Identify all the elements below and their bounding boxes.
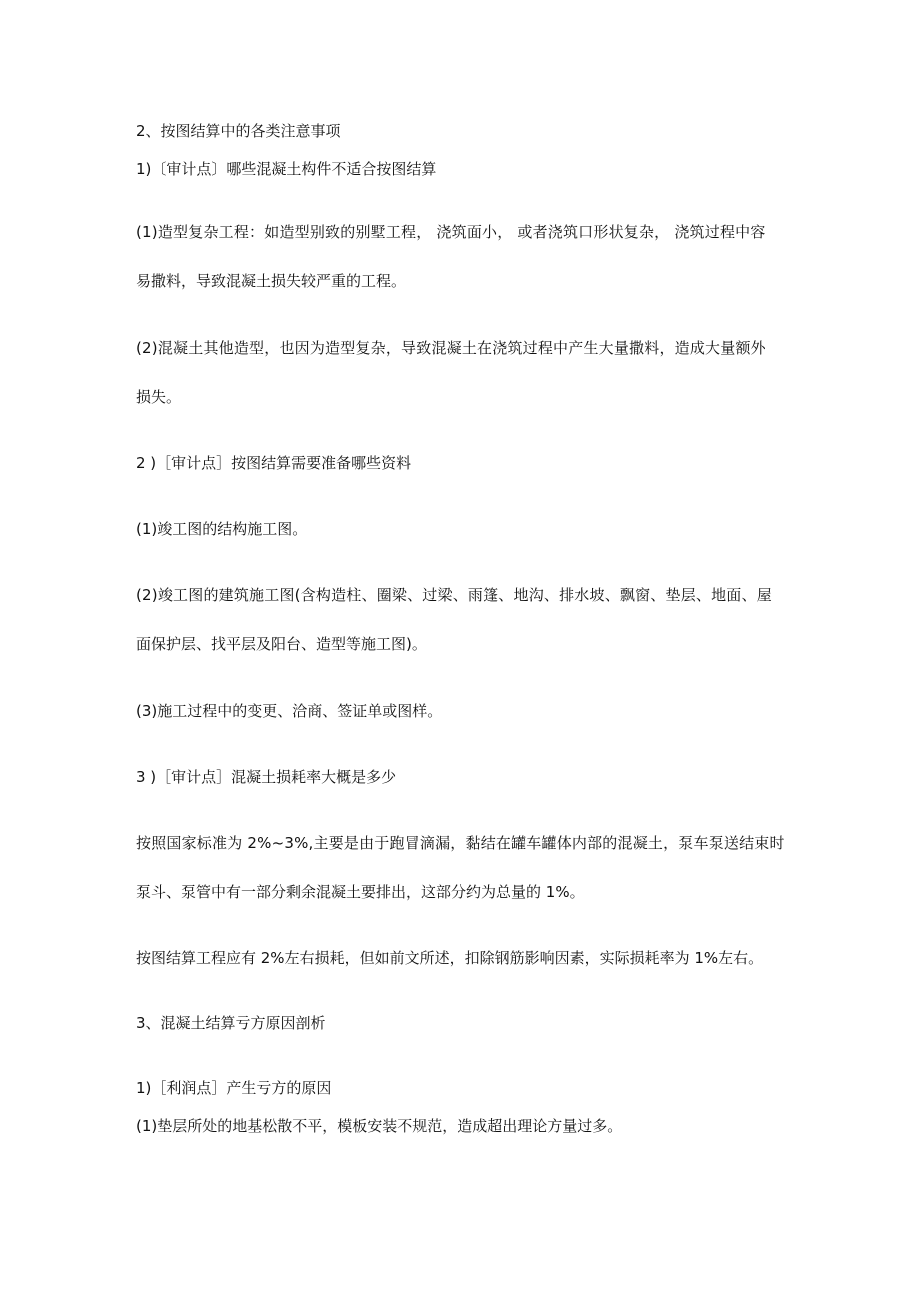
q3-paragraph-2: 按图结算工程应有 2%左右损耗，但如前文所述，扣除钢筋影响因素，实际损耗率为 1%左右。 bbox=[136, 949, 764, 967]
q1-item-1-line-2: 易撒料，导致混凝土损失较严重的工程。 bbox=[136, 272, 407, 290]
q1-item-2-line-2: 损失。 bbox=[136, 388, 182, 406]
q1-item-1-line-1: (1)造型复杂工程：如造型别致的别墅工程， 浇筑面小， 或者浇筑口形状复杂， 浇筑过程中容 bbox=[136, 223, 766, 241]
q3-paragraph-1-line-1: 按照国家标准为 2%~3%,主要是由于跑冒滴漏，黏结在罐车罐体内部的混凝土，泵车泵送结束时 bbox=[136, 834, 785, 852]
section-heading-3: 3、混凝土结算亏方原因剖析 bbox=[136, 1014, 326, 1032]
q3-paragraph-1-line-2: 泵斗、泵管中有一部分剩余混凝土要排出，这部分约为总量的 1%。 bbox=[136, 883, 585, 901]
profit-point-1-title: 1)［利润点］产生亏方的原因 bbox=[136, 1079, 332, 1097]
q2-item-1: (1)竣工图的结构施工图。 bbox=[136, 520, 308, 538]
q2-item-2-line-2: 面保护层、找平层及阳台、造型等施工图)。 bbox=[136, 635, 427, 653]
profit-point-1-item-1: (1)垫层所处的地基松散不平，模板安装不规范，造成超出理论方量过多。 bbox=[136, 1117, 623, 1135]
section-heading-2: 2、按图结算中的各类注意事项 bbox=[136, 122, 341, 140]
question-3-title: 3 )［审计点］混凝土损耗率大概是多少 bbox=[136, 768, 397, 786]
q2-item-2-line-1: (2)竣工图的建筑施工图(含构造柱、圈梁、过梁、雨篷、地沟、排水坡、飘窗、垫层、地面、屋 bbox=[136, 586, 772, 604]
question-2-title: 2 )［审计点］按图结算需要准备哪些资料 bbox=[136, 454, 412, 472]
q1-item-2-line-1: (2)混凝土其他造型，也因为造型复杂，导致混凝土在浇筑过程中产生大量撒料，造成大量额外 bbox=[136, 339, 766, 357]
question-1-title: 1)〔审计点〕哪些混凝土构件不适合按图结算 bbox=[136, 160, 437, 178]
q2-item-3: (3)施工过程中的变更、洽商、签证单或图样。 bbox=[136, 702, 443, 720]
